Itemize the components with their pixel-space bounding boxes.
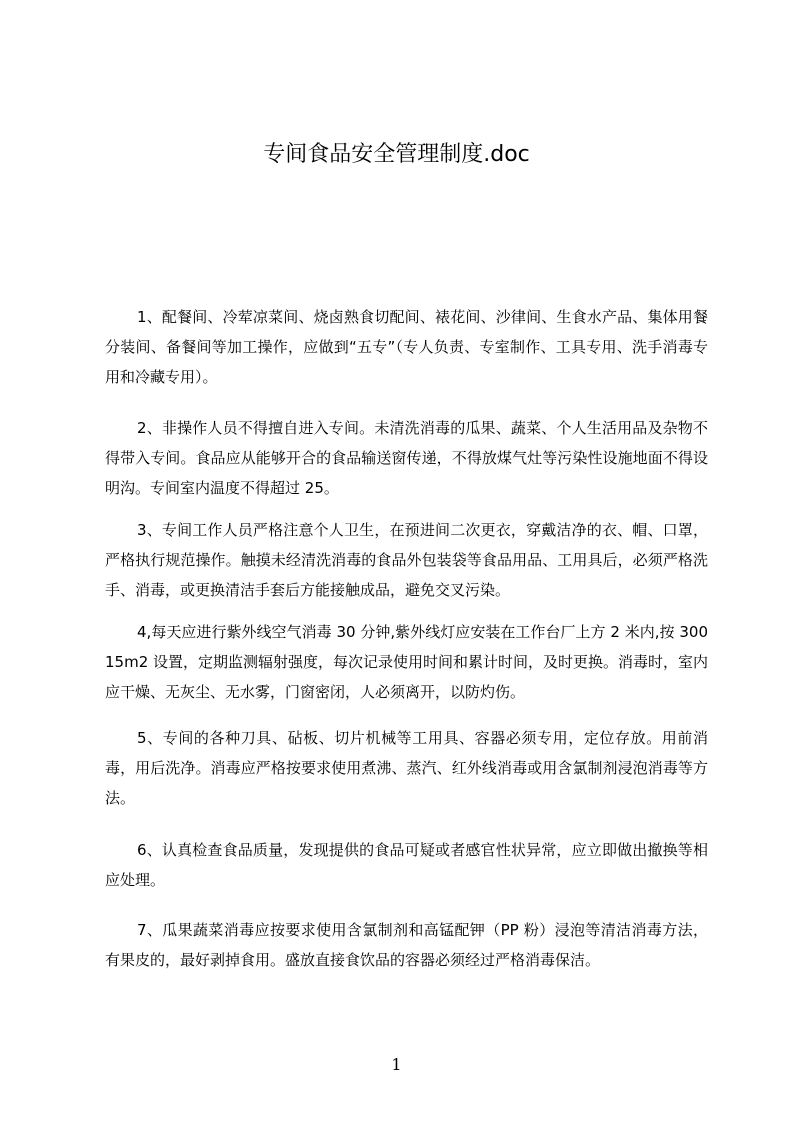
paragraph-2: 2、非操作人员不得擅自进入专间。未清洗消毒的瓜果、蔬菜、个人生活用品及杂物不得带入专间。食品应从能够开合的食品输送窗传递，不得放煤气灶等污染性设施地面不得设明沟。专间室内温度不得超过 25。 bbox=[105, 419, 708, 497]
document-title: 专间食品安全管理制度.doc bbox=[263, 142, 530, 167]
paragraph-6: 6、认真检查食品质量，发现提供的食品可疑或者感官性状异常，应立即做出撤换等相应处理。 bbox=[105, 841, 708, 889]
paragraph-5: 5、专间的各种刀具、砧板、切片机械等工用具、容器必须专用，定位存放。用前消毒，用后洗净。消毒应严格按要求使用煮沸、蒸汽、红外线消毒或用含氯制剂浸泡消毒等方法。 bbox=[105, 729, 708, 807]
paragraph-4: 4,每天应进行紫外线空气消毒 30 分钟,紫外线灯应安装在工作台厂上方 2 米内,按 30015m2 设置，定期监测辐射强度，每次记录使用时间和累计时间，及时更换。消毒时，室内应干燥、无灰尘、无水雾，门窗密闭，人必须离开，以防灼伤。 bbox=[105, 623, 709, 701]
paragraph-1: 1、配餐间、冷荤凉菜间、烧卤熟食切配间、裱花间、沙律间、生食水产品、集体用餐分装间、备餐间等加工操作，应做到“五专”（专人负责、专室制作、工具专用、洗手消毒专用和冷藏专用）。 bbox=[105, 308, 708, 386]
paragraph-7: 7、瓜果蔬菜消毒应按要求使用含氯制剂和高锰配钾（PP 粉）浸泡等清洁消毒方法，有果皮的，最好剥掉食用。盛放直接食饮品的容器必须经过严格消毒保洁。 bbox=[105, 921, 708, 969]
page-number: 1 bbox=[391, 1055, 402, 1074]
paragraph-3: 3、专间工作人员严格注意个人卫生，在预进间二次更衣，穿戴洁净的衣、帽、口罩，严格执行规范操作。触摸未经清洗消毒的食品外包装袋等食品用品、工用具后，必须严格洗手、消毒，或更换清洁手套后方能接触成品，避免交叉污染。 bbox=[105, 521, 708, 599]
